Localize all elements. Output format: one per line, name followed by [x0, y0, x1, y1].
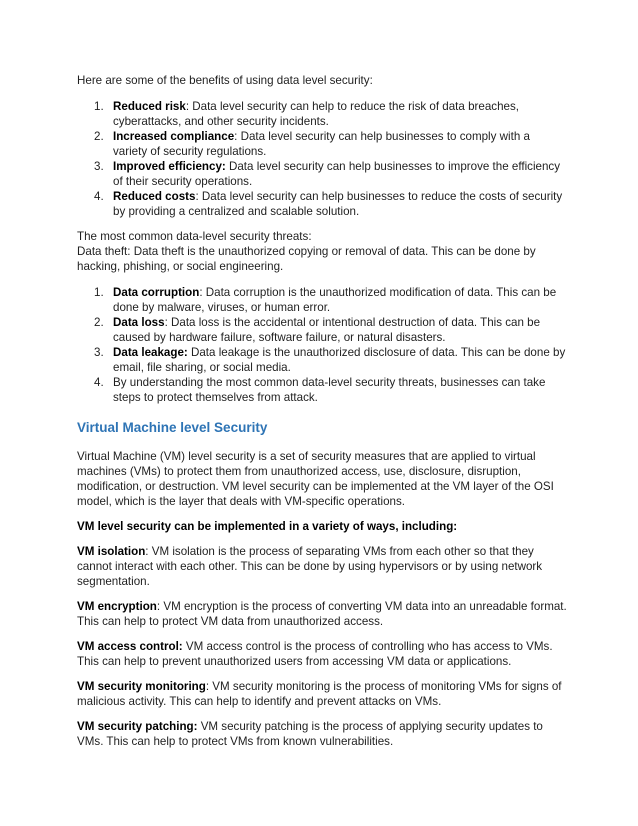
- benefits-intro: Here are some of the benefits of using data level security:: [77, 74, 373, 87]
- vm-encryption-paragraph: VM encryption: VM encryption is the process of converting VM data into an unreadable format. This can help to protect VM data from unauthorized access.: [77, 600, 567, 628]
- list-item: 3. Data leakage: Data leakage is the unauthorized disclosure of data. This can be done by email, file sharing, or social media.: [94, 346, 566, 374]
- section-heading: Virtual Machine level Security: [77, 420, 268, 435]
- data-theft-paragraph: Data theft: Data theft is the unauthorized copying or removal of data. This can be done by hacking, phishing, or social engineering.: [77, 245, 536, 273]
- list-item: 1. Data corruption: Data corruption is the unauthorized modification of data. This can be done by malware, viruses, or human error.: [94, 286, 557, 314]
- vm-isolation-paragraph: VM isolation: VM isolation is the process of separating VMs from each other so that they cannot interact with each other. This can be done by using hypervisors or by using network segmentation.: [77, 545, 543, 588]
- vm-security-monitoring-paragraph: VM security monitoring: VM security monitoring is the process of monitoring VMs for signs of malicious activity. This can help to identify and prevent attacks on VMs.: [77, 680, 562, 708]
- list-item: 2. Data loss: Data loss is the accidental or intentional destruction of data. This can be caused by hardware failure, software failure, or natural disasters.: [94, 316, 541, 344]
- list-item: 4. Reduced costs: Data level security can help businesses to reduce the costs of security by providing a centralized and scalable solution.: [94, 190, 563, 218]
- vm-intro-paragraph: Virtual Machine (VM) level security is a set of security measures that are applied to virtual machines (VMs) to protect them from unauthorized access, use, disclosure, disruption, modification, or destruction. VM level security can be implemented at the VM layer of the OSI model, which is the layer that deals with VM-specific operations.: [77, 450, 554, 508]
- list-item: 4. By understanding the most common data-level security threats, businesses can take steps to protect themselves from attack.: [94, 376, 546, 404]
- vm-security-patching-paragraph: VM security patching: VM security patching is the process of applying security updates to VMs. This can help to protect VMs from known vulnerabilities.: [77, 720, 543, 748]
- threats-list: [77, 285, 567, 405]
- list-item: 3. Improved efficiency: Data level security can help businesses to improve the efficiency of their security operations.: [94, 160, 561, 188]
- vm-ways-heading: VM level security can be implemented in a variety of ways, including:: [77, 520, 458, 533]
- list-item: 2. Increased compliance: Data level security can help businesses to comply with a variety of security regulations.: [94, 130, 530, 158]
- vm-access-control-paragraph: VM access control: VM access control is the process of controlling who has access to VMs. This can help to prevent unauthorized users from accessing VM data or applications.: [77, 640, 553, 668]
- threats-intro: The most common data-level security threats:: [77, 230, 312, 243]
- list-item: 1. Reduced risk: Data level security can help to reduce the risk of data breaches, cyberattacks, and other security incidents.: [94, 100, 519, 128]
- document-content: [77, 73, 567, 749]
- benefits-list: [77, 99, 567, 219]
